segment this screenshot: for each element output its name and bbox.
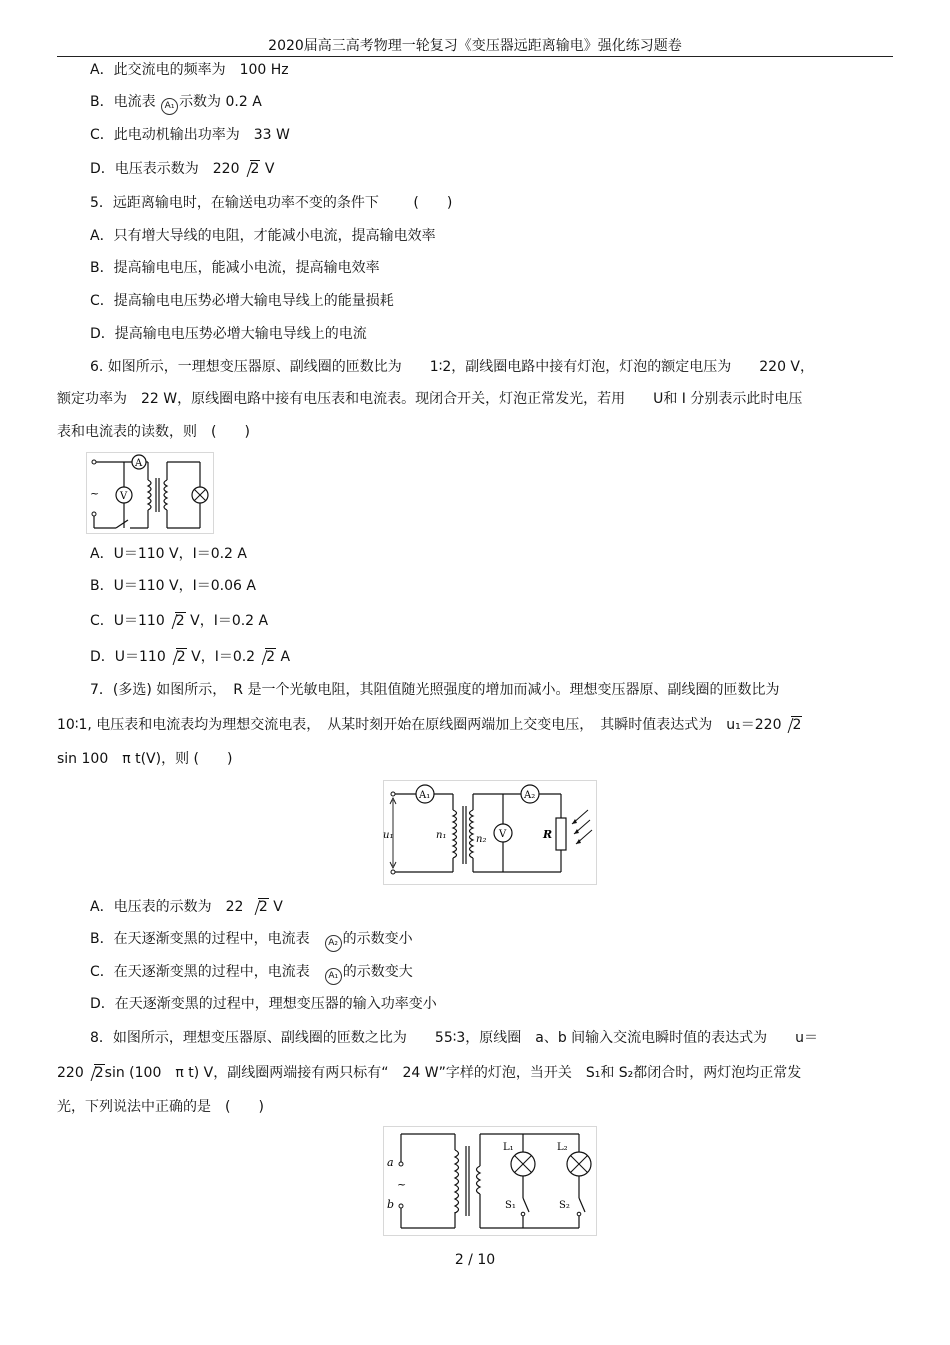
photoresistor-icon bbox=[556, 818, 566, 850]
q4-option-b bbox=[90, 91, 262, 115]
q4-option-b-post: 示数为 0.2 A bbox=[179, 94, 262, 110]
sqrt-symbol: 2 bbox=[249, 896, 269, 918]
q8-line-3: 光，下列说法中正确的是 ( ) bbox=[57, 1099, 264, 1115]
q6-circuit-figure bbox=[86, 452, 214, 534]
q8-circuit-figure bbox=[383, 1126, 597, 1236]
q7-option-b: B．在天逐渐变黑的过程中，电流表 A₂ 的示数变小 bbox=[90, 928, 413, 952]
q5-stem-text: 5．远距离输电时，在输送电功率不变的条件下 bbox=[90, 195, 379, 211]
q8-terminal-b-label: b bbox=[387, 1198, 395, 1211]
q8-terminal-a-label: a bbox=[387, 1156, 394, 1169]
q8-lamp-l1-label: L₁ bbox=[503, 1142, 514, 1153]
q6-line-2: 额定功率为 22 W，原线圈电路中接有电压表和电流表。现闭合开关，灯泡正常发光，若用 U和 I 分别表示此时电压 bbox=[57, 391, 803, 407]
ammeter-a1-icon: A₁ bbox=[161, 98, 178, 115]
q7-circuit-figure bbox=[383, 780, 597, 885]
q5-option-b: B．提高输电电压，能减小电流，提高输电效率 bbox=[90, 260, 380, 276]
q5-option-d: D．提高输电电压势必增大输电导线上的电流 bbox=[90, 326, 367, 342]
q7-line-2: 10∶1, 电压表和电流表均为理想交流电表， 从某时刻开始在原线圈两端加上交变电压， 其瞬时值表达式为 u₁＝220 2 bbox=[57, 714, 802, 736]
q7-n2-label: n₂ bbox=[476, 834, 487, 845]
ac-source-symbol: ~ bbox=[90, 487, 100, 500]
page-number: 2 / 10 bbox=[454, 1252, 496, 1268]
q6-line-3: 表和电流表的读数，则 ( ) bbox=[57, 424, 250, 440]
page-header: 2020届高三高考物理一轮复习《变压器远距离输电》强化练习题卷 bbox=[268, 38, 682, 54]
q6-option-a: A．U＝110 V，I＝0.2 A bbox=[90, 546, 247, 562]
q5-option-a: A．只有增大导线的电阻，才能减小电流，提高输电效率 bbox=[90, 228, 436, 244]
sqrt-symbol: 2 bbox=[167, 646, 187, 668]
q5-option-c: C．提高输电电压势必增大输电导线上的能量损耗 bbox=[90, 293, 394, 309]
q7-ammeter-a2-label: A₂ bbox=[524, 790, 536, 801]
q5-answer-paren: ( ) bbox=[413, 195, 453, 211]
q7-ammeter-a1-label: A₁ bbox=[419, 790, 431, 801]
q7-option-a: A．电压表的示数为 22 2 V bbox=[90, 896, 283, 918]
q7-u1-label: u₁ bbox=[383, 830, 394, 841]
q7-r-label: R bbox=[543, 828, 553, 841]
q4-option-d bbox=[90, 158, 274, 180]
q4-option-c: C．此电动机输出功率为 33 W bbox=[90, 127, 290, 143]
q4-option-d-post: V bbox=[260, 161, 275, 177]
q6-option-c: C．U＝110 2 V，I＝0.2 A bbox=[90, 610, 268, 632]
sqrt-symbol: 2 bbox=[256, 646, 276, 668]
ammeter-a2-icon: A₂ bbox=[325, 935, 342, 952]
q4-option-a: A．此交流电的频率为 100 Hz bbox=[90, 62, 289, 78]
q7-n1-label: n₁ bbox=[436, 830, 447, 841]
ammeter-a1-icon: A₁ bbox=[325, 968, 342, 985]
q8-line-2: 220 2sin (100 π t) V，副线圈两端接有两只标有“ 24 W”字样的灯泡，当开关 S₁和 S₂都闭合时，两灯泡均正常发 bbox=[57, 1062, 801, 1084]
header-rule bbox=[57, 56, 893, 57]
q7-line-1: 7．(多选) 如图所示， R 是一个光敏电阻，其阻值随光照强度的增加而减小。理想变压器原、副线圈的匝数比为 bbox=[90, 682, 780, 698]
q8-switch-s1-label: S₁ bbox=[505, 1200, 516, 1211]
q6-option-d: D．U＝110 2 V，I＝0.2 2 A bbox=[90, 646, 290, 668]
q7-option-d: D．在天逐渐变黑的过程中，理想变压器的输入功率变小 bbox=[90, 996, 437, 1012]
q6-line-1: 6. 如图所示，一理想变压器原、副线圈的匝数比为 1∶2，副线圈电路中接有灯泡，灯泡的额定电压为 220 V， bbox=[90, 359, 815, 375]
q8-ac-symbol: ~ bbox=[397, 1178, 407, 1191]
sqrt-symbol: 2 bbox=[166, 610, 186, 632]
q4-option-b-pre: B．电流表 bbox=[90, 94, 156, 110]
q6-ammeter-label: A bbox=[135, 458, 143, 469]
q8-lamp-l2-label: L₂ bbox=[557, 1142, 568, 1153]
q8-switch-s2-label: S₂ bbox=[559, 1200, 570, 1211]
sqrt-symbol: 2 bbox=[782, 714, 802, 736]
sqrt-symbol: 2 bbox=[85, 1062, 105, 1084]
q6-option-b: B．U＝110 V，I＝0.06 A bbox=[90, 578, 256, 594]
q7-line-3: sin 100 π t(V)，则 ( ) bbox=[57, 751, 233, 767]
q5-stem bbox=[90, 192, 452, 214]
sqrt-symbol: 2 bbox=[241, 158, 261, 180]
q7-option-c: C．在天逐渐变黑的过程中，电流表 A₁ 的示数变大 bbox=[90, 961, 413, 985]
q7-voltmeter-label: V bbox=[499, 829, 507, 840]
q8-line-1: 8．如图所示，理想变压器原、副线圈的匝数之比为 55∶3，原线圈 a、b 间输入交流电瞬时值的表达式为 u＝ bbox=[90, 1030, 819, 1046]
q4-option-d-pre: D．电压表示数为 220 bbox=[90, 161, 240, 177]
q6-voltmeter-label: V bbox=[120, 491, 128, 502]
